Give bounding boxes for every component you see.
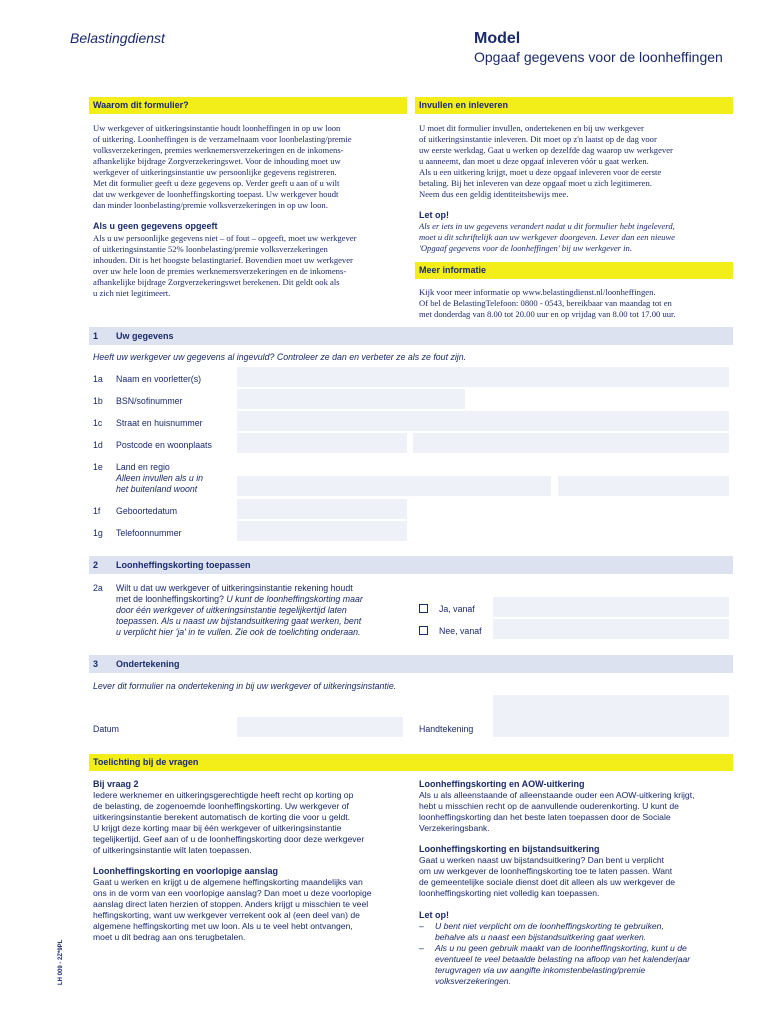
text-line: 'Opgaaf gegevens voor de loonheffingen' bij uw werkgever in. [419,243,632,253]
bullet-item [419,921,733,943]
text-line: Als u een uitkering krijgt, moet u deze opgaaf inleveren voor de eerste [419,167,662,177]
section-number: 3 [93,659,99,669]
section-title: Loonheffingskorting toepassen [116,560,251,570]
text-line: Neem dus een geldig identiteitsbewijs mee. [419,189,569,199]
text-line: moet u dit schriftelijk aan uw werkgever doorgeven. Lever dan een nieuwe [419,232,675,242]
text-line: algemene heffingskorting met uw loon. Als u te veel hebt ontvangen, [93,921,353,931]
brand-logo-text: Belastingdienst [70,30,165,46]
text-line: behalve als u naast een bijstandsuitkering gaat werken. [435,932,647,942]
text-line: om uw werkgever de loonheffingskorting toe te laten passen. Want [419,866,673,876]
text-line: de belasting, de zogenoemde loonheffingskorting. Uw werkgever of [93,801,349,811]
vraag2-text [93,790,411,856]
postcode-field[interactable] [237,433,407,453]
text-line: terugvragen via uw aangifte inkomstenbelasting/premie [435,965,646,975]
meer-info-text [419,287,733,320]
text-line: U kunt de loonheffingskorting maar [226,594,363,604]
row-number: 1c [93,418,103,428]
text-line: eventueel te veel betaalde belasting na afloop van het kalenderjaar [435,954,691,964]
signature-field[interactable] [493,695,729,737]
row-label-address: Straat en huisnummer [116,418,203,428]
toelichting-letop-heading: Let op! [419,910,449,920]
section-number: 2 [93,560,99,570]
text-line: toepassen. Als u naast uw bijstandsuitkering gaat werken, bent [116,616,362,626]
text-line: ons in de vorm van een voorlopige aanslag? Dan moet u deze voorlopige [93,888,372,898]
row-sublabel: Alleen invullen als u in [116,473,204,483]
geen-gegevens-heading: Als u geen gegevens opgeeft [93,221,218,231]
text-line: betaling. Bij het inleveren van deze opgaaf moet u zich legitimeren. [419,178,652,188]
row-label-name: Naam en voorletter(s) [116,374,202,384]
text-line: volksverzekeringen, premies werknemersverzekeringen en de inkomens- [93,145,344,155]
section-2-bar [89,556,733,574]
nee-checkbox[interactable] [419,626,428,635]
row-label-phone: Telefoonnummer [116,528,182,538]
text-line: dat uw werkgever de loonheffingskorting toepast. Uw werkgever houdt [93,189,339,199]
text-line: of uitkering. Loonheffingen is de verzamelnaam voor loonbelasting/premie [93,134,352,144]
row-sublabel: het buitenland woont [116,484,198,494]
text-line: Als u als alleenstaande of alleenstaande ouder een AOW-uitkering krijgt, [419,790,695,800]
handtekening-label: Handtekening [419,724,474,734]
text-line: loonheffingskorting niet volledig kan toepassen. [419,888,600,898]
text-line: loonheffingskorting dan het beste laten toepassen door de Sociale [419,812,671,822]
row-number: 1f [93,506,101,516]
text-line: met donderdag van 8.00 tot 20.00 uur en op vrijdag van 8.00 tot 17.00 uur. [419,309,676,319]
woonplaats-field[interactable] [413,433,729,453]
birthdate-field[interactable] [237,499,407,519]
text-line: Uw werkgever of uitkeringsinstantie houdt loonheffingen in op uw loon [93,123,341,133]
text-line: dan minder loonbelasting/premie volksverzekeringen in op uw loon. [93,200,328,210]
text-line: Gaat u werken naast uw bijstandsuitkering? Dan bent u verplicht [419,855,665,865]
text-line: hebt u misschien recht op de aanvullende ouderenkorting. U kunt de [419,801,679,811]
row-label-birthdate: Geboortedatum [116,506,178,516]
aow-heading: Loonheffingskorting en AOW-uitkering [419,779,585,789]
row-label-country: Land en regio [116,462,170,472]
invullen-text [419,123,733,200]
text-line: uw eerste werkdag. Gaat u werken op dezelfde dag waarop uw werkgever [419,145,673,155]
form-model-title: Model [474,30,521,47]
row-number: 1g [93,528,103,538]
text-line: de gemeentelijke sociale dienst doet dit alleen als uw werkgever de [419,877,676,887]
bijstand-text [419,855,733,899]
text-line: of uitkeringsinstantie inleveren. Dit moet op z'n laatst op de dag voor [419,134,657,144]
letop-bullets [419,921,733,987]
row-number: 1d [93,440,103,450]
ja-label: Ja, vanaf [439,604,475,614]
text-line: met de loonheffingskorting? [116,594,224,604]
bullet-dash: – [419,943,424,953]
row-number: 1a [93,374,103,384]
text-line: uitkeringsinstantie berekent automatisch de korting die voor u geldt. [93,812,351,822]
text-line: moet u dit bedrag aan ons terugbetalen. [93,932,246,942]
row-number: 1e [93,462,103,472]
text-line: u zich niet legitimeert. [93,288,171,298]
section-title: Uw gegevens [116,331,174,341]
waarom-title: Waarom dit formulier? [93,100,189,110]
waarom-bar [89,97,407,114]
text-line: Kijk voor meer informatie op www.belastingdienst.nl/loonheffingen. [419,287,656,297]
text-line: of uitkeringsinstantie wilt laten toepassen. [93,845,252,855]
text-line: afhankelijke bijdrage Zorgverzekeringswet berekenen. Dit geldt ook als [93,277,340,287]
region-field[interactable] [558,476,729,496]
text-line: over uw hele loon de premies werknemersverzekeringen en de inkomens- [93,266,347,276]
text-line: aanslag direct laten herzien of stoppen. Anders krijgt u misschien te veel [93,899,369,909]
section-number: 1 [93,331,99,341]
text-line: u verplicht hier 'ja' in te vullen. Zie ook de toelichting onderaan. [116,627,361,637]
toelichting-bar [89,754,733,771]
section-1-note: Heeft uw werkgever uw gegevens al ingevuld? Controleer ze dan en verbeter ze als ze fout zijn. [93,352,467,362]
text-line: tegelijkertijd. Geef aan of u de loonheffingskorting door deze werkgever [93,834,365,844]
section-3-note: Lever dit formulier na ondertekening in bij uw werkgever of uitkeringsinstantie. [93,681,397,691]
bsn-field[interactable] [237,389,465,409]
text-line: Of bel de BelastingTelefoon: 0800 - 0543, bereikbaar van maandag tot en [419,298,672,308]
text-line: door één werkgever of uitkeringsinstantie tegelijkertijd laten [116,605,347,615]
form-subtitle: Opgaaf gegevens voor de loonheffingen [474,49,723,65]
text-line: Als u nu geen gebruik maakt van de loonheffingskorting, kunt u de [435,943,687,953]
text-line: Als u uw persoonlijke gegevens niet – of fout – opgeeft, moet uw werkgever [93,233,357,243]
section-3-bar [89,655,733,673]
text-line: Als er iets in uw gegevens verandert nadat u dit formulier hebt ingeleverd, [419,221,675,231]
text-line: Gaat u werken en krijgt u de algemene heffingskorting maandelijks van [93,877,363,887]
form-code: LH 009 - 2Z*9PL [58,939,64,985]
nee-label: Nee, vanaf [439,626,482,636]
letop-text [419,221,733,254]
text-line: werkgever of uitkeringsinstantie uw persoonlijke gegevens registreren. [93,167,337,177]
text-line: u aanneemt, dan moet u deze opgaaf inleveren vóór u gaat werken. [419,156,649,166]
aow-text [419,790,733,834]
section-title: Ondertekening [116,659,180,669]
aanslag-heading: Loonheffingskorting en voorlopige aanslag [93,866,279,876]
text-line: of uitkeringsinstantie 52% loonbelasting/premie volksverzekeringen [93,244,328,254]
waarom-text [93,123,409,211]
row-label-postcode: Postcode en woonplaats [116,440,212,450]
section-1-bar [89,327,733,345]
question-text [116,583,416,638]
text-line: volksverzekeringen. [435,976,511,986]
text-line: Wilt u dat uw werkgever of uitkeringsinstantie rekening houdt [116,583,353,593]
invullen-bar [415,97,733,114]
text-line: inhouden. Dit is het hoogste belastingtarief. Bovendien moet uw werkgever [93,255,353,265]
geen-gegevens-text [93,233,409,299]
text-line: U moet dit formulier invullen, ondertekenen en bij uw werkgever [419,123,644,133]
text-line: Met dit formulier geeft u deze gegevens op. Verder geeft u aan of u wilt [93,178,340,188]
vraag2-heading: Bij vraag 2 [93,779,139,789]
text-line: heffingskorting, want uw werkgever verrekent ook al (een deel van) de [93,910,360,920]
phone-field[interactable] [237,521,407,541]
text-line: afhankelijke bijdrage Zorgverzekeringswet. Voor de inhouding moet uw [93,156,341,166]
ja-checkbox[interactable] [419,604,428,613]
text-line: U bent niet verplicht om de loonheffingskorting te gebruiken, [435,921,664,931]
nee-date-field[interactable] [493,619,729,639]
datum-field[interactable] [237,717,403,737]
row-label-bsn: BSN/sofinummer [116,396,183,406]
meer-info-title: Meer informatie [419,265,487,275]
invullen-title: Invullen en inleveren [419,100,509,110]
bullet-dash: – [419,921,424,931]
toelichting-title: Toelichting bij de vragen [93,757,199,767]
ja-date-field[interactable] [493,597,729,617]
name-field[interactable] [237,367,729,387]
bijstand-heading: Loonheffingskorting en bijstandsuitkering [419,844,600,854]
address-field[interactable] [237,411,729,431]
text-line: Verzekeringsbank. [419,823,490,833]
aanslag-text [93,877,411,943]
letop-heading: Let op! [419,210,449,220]
meer-info-bar [415,262,733,279]
row-number: 1b [93,396,103,406]
bullet-item [419,943,733,987]
country-field[interactable] [237,476,551,496]
question-number: 2a [93,583,103,593]
text-line: Iedere werknemer en uitkeringsgerechtigde heeft recht op korting op [93,790,354,800]
datum-label: Datum [93,724,119,734]
text-line: U krijgt deze korting maar bij één werkgever of uitkeringsinstantie [93,823,342,833]
